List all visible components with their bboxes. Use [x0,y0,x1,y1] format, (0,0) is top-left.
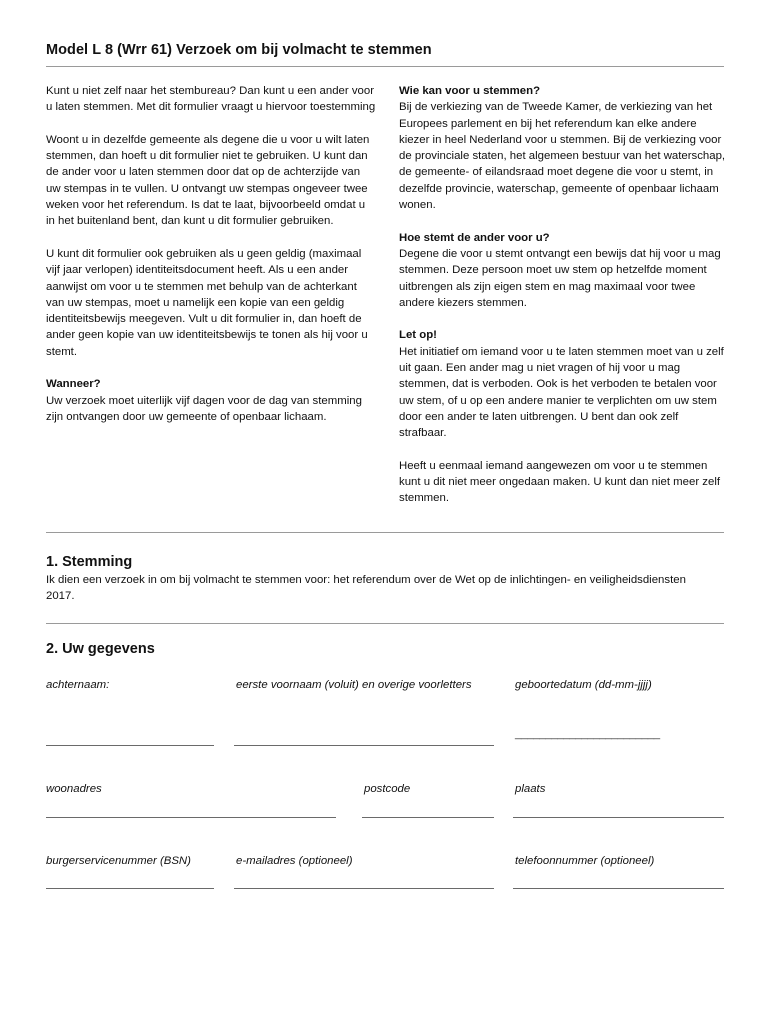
telefoon-field[interactable] [513,888,724,889]
paragraph-hoe: Degene die voor u stemt ontvangt een bewijs dat hij voor u mag stemmen. Deze persoon moet uw stem op hetzelfde moment uitbrengen als zijn eigen stem en mag maximaal voor twee andere kiezers stemmen. [399,247,721,309]
woonadres-label: woonadres [46,783,102,795]
postcode-label: postcode [364,783,411,795]
section-1-text: Ik dien een verzoek in om bij volmacht te stemmen voor: het referendum over de Wet op de inlichtingen- en veiligheidsdiensten 2017. [46,574,686,603]
section-2-title: 2. Uw gegevens [46,641,155,657]
postcode-field[interactable] [362,817,494,818]
plaats-field[interactable] [513,817,724,818]
paragraph-wanneer: Uw verzoek moet uiterlijk vijf dagen voor de dag van stemming zijn ontvangen door uw gemeente of openbaar lichaam. [46,394,362,423]
plaats-label: plaats [515,783,546,795]
section-divider [46,532,724,533]
section-1-title: 1. Stemming [46,554,133,570]
bsn-field[interactable] [46,888,214,889]
email-label: e-mailadres (optioneel) [236,855,353,867]
achternaam-label: achternaam: [46,679,110,691]
section-divider [46,623,724,624]
woonadres-field[interactable] [46,817,336,818]
heading-wanneer: Wanneer? [46,378,101,391]
intro-right-column [399,83,727,523]
bsn-label: burgerservicenummer (BSN) [46,855,191,867]
voornaam-label: eerste voornaam (voluit) en overige voorletters [236,679,472,691]
intro-left-column [46,83,376,442]
email-field[interactable] [234,888,494,889]
heading-hoe: Hoe stemt de ander voor u? [399,231,550,244]
intro-paragraph: U kunt dit formulier ook gebruiken als u geen geldig (maximaal vijf jaar verlopen) identiteitsdocument heeft. Als u een ander aanwijst om voor u te stemmen met behulp van de achterkant van uw stempas, moet u namelijk een kopie van een geldig identiteitsbewijs meegeven. Vult u dit formulier in, dan hoeft de ander geen kopie van uw identiteitsbewijs te tonen als hij voor u stemt. [46,247,368,358]
telefoon-label: telefoonnummer (optioneel) [515,855,655,867]
paragraph-final: Heeft u eenmaal iemand aangewezen om voor u te stemmen kunt u dit niet meer ongedaan maken. U kunt dan niet meer zelf stemmen. [399,459,721,505]
intro-paragraph: Kunt u niet zelf naar het stembureau? Dan kunt u een ander voor u laten stemmen. Met dit formulier vraagt u hiervoor toestemming [46,85,376,114]
paragraph-wie: Bij de verkiezing van de Tweede Kamer, de verkiezing van het Europees parlement en bij het referendum kan elke andere kiezer in heel Nederland voor u stemmen. Bij de verkiezing voor de provinciale staten, het algemeen bestuur van het waterschap, de gemeente- of eilandsraad moet degene die voor u stemt, in dezelfde provincie, waterschap, gemeente of openbaar lichaam wonen. [399,101,726,212]
heading-let-op: Let op! [399,329,437,342]
paragraph-let-op: Het initiatief om iemand voor u te laten stemmen moet van u zelf uit gaan. Een ander mag u niet vragen of hij voor u mag stemmen, dat is verboden. Ook is het verboden te betalen voor uw stem, of u op een andere manier te verplichten om uw stem door een ander te laten uitbrengen. U bent dan ook zelf strafbaar. [399,345,724,440]
title-divider [46,66,724,67]
page-title: Model L 8 (Wrr 61) Verzoek om bij volmacht te stemmen [46,42,432,58]
voornaam-field[interactable] [234,745,494,746]
geboortedatum-label: geboortedatum (dd-mm-jjjj) [515,679,652,691]
achternaam-field[interactable] [46,745,214,746]
heading-wie: Wie kan voor u stemmen? [399,85,541,97]
geboortedatum-field[interactable]: ________________________ [515,728,660,740]
intro-paragraph: Woont u in dezelfde gemeente als degene die u voor u wilt laten stemmen, dan hoeft u dit formulier niet te gebruiken. U kunt dan de ander voor u laten stemmen door dat op de achterzijde van uw stempas in te vullen. U ontvangt uw stempas ongeveer twee weken voor het referendum. Is dat te laat, bijvoorbeeld omdat u in het buitenland bent, dan kunt u dit formulier gebruiken. [46,133,370,228]
